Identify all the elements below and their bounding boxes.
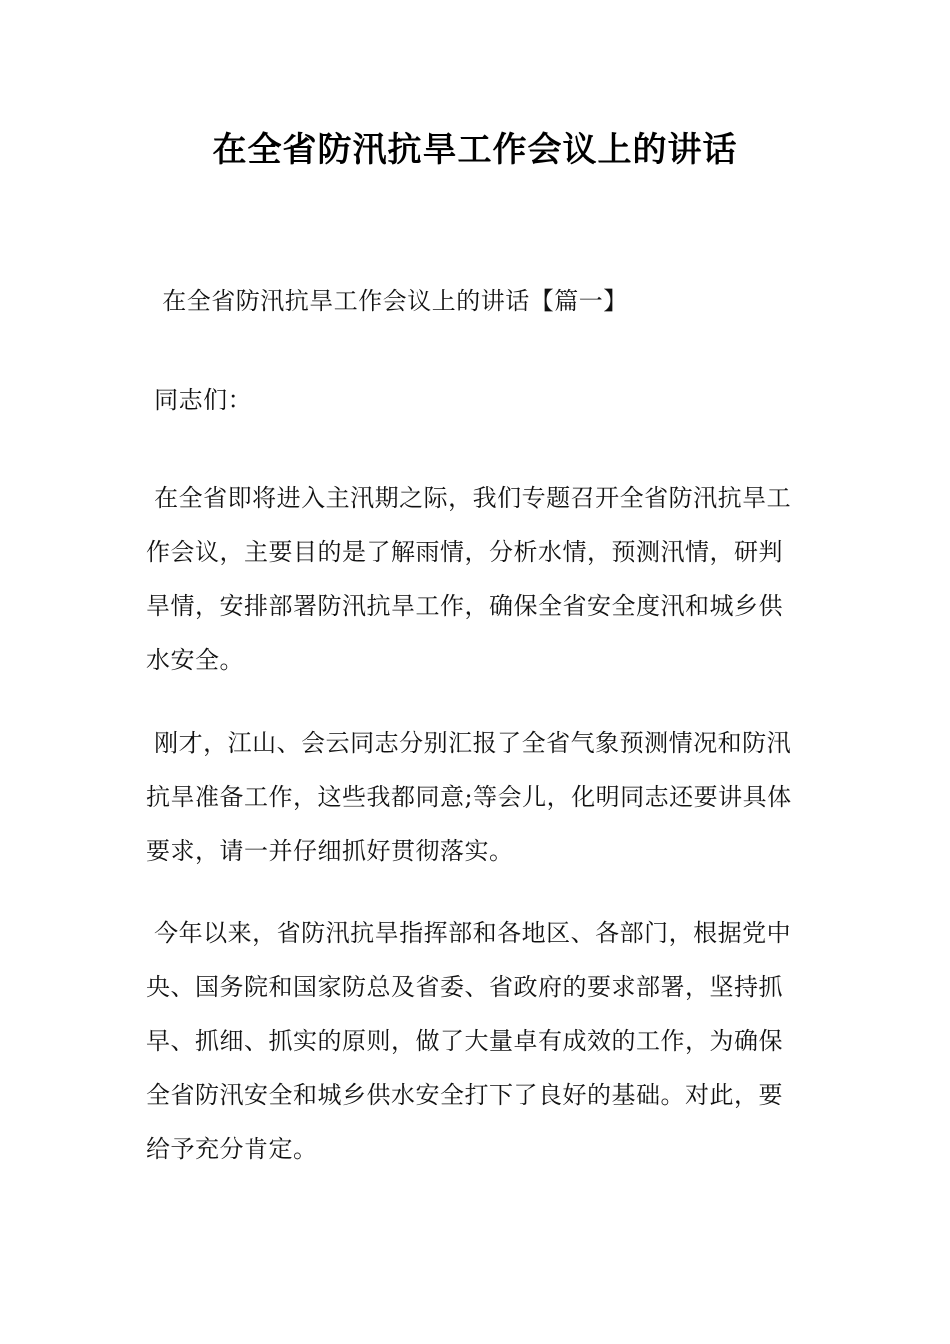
paragraph-1: 在全省即将进入主汛期之际，我们专题召开全省防汛抗旱工作会议，主要目的是了解雨情，分析水情，预测汛情，研判旱情，安排部署防汛抗旱工作，确保全省安全度汛和城乡供水安全。: [146, 484, 792, 674]
greeting: 同志们：: [146, 386, 253, 414]
document-title: 在全省防汛抗旱工作会议上的讲话: [212, 130, 738, 170]
section-heading: 在全省防汛抗旱工作会议上的讲话【篇一】: [146, 287, 628, 315]
paragraph-3: 今年以来，省防汛抗旱指挥部和各地区、各部门，根据党中央、国务院和国家防总及省委、省政府的要求部署，坚持抓早、抓细、抓实的原则，做了大量卓有成效的工作，为确保全省防汛安全和城乡供水安全打下了良好的基础。对此，要给予充分肯定。: [146, 919, 792, 1163]
paragraph-2: 刚才，江山、会云同志分别汇报了全省气象预测情况和防汛抗旱准备工作，这些我都同意;等会儿，化明同志还要讲具体要求，请一并仔细抓好贯彻落实。: [146, 729, 792, 865]
